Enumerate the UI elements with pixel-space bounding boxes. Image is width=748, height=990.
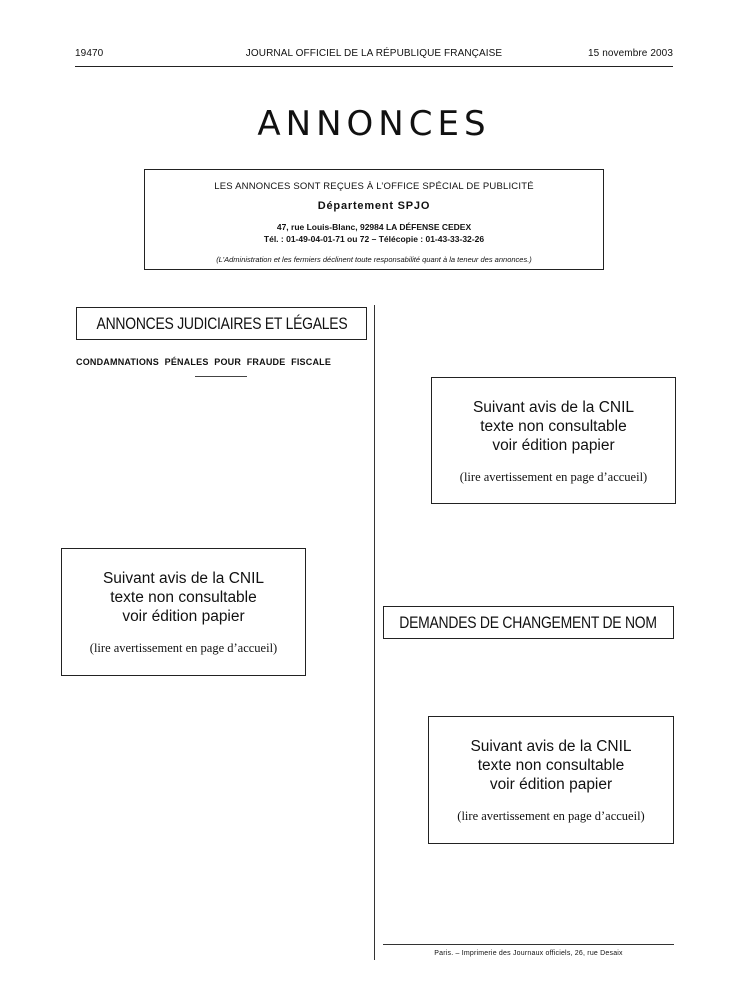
cnil-line-2: texte non consultable [477,757,625,774]
info-line-disclaimer: (L’Administration et les fermiers déclinent toute responsabilité quant à la teneur des annonces.) [216,255,532,264]
info-line-address: 47, rue Louis-Blanc, 92984 LA DÉFENSE CEDEX [276,222,472,232]
cnil-line-3: voir édition papier [489,776,613,793]
section-heading-changement-nom [383,606,674,639]
subheading-rule [195,376,247,377]
info-line-phone: Tél. : 01-49-04-01-71 ou 72 – Télécopie : 01-43-33-32-26 [263,234,485,244]
printer-imprint: Paris. – Imprimerie des Journaux officiels, 26, rue Desaix [434,950,623,957]
cnil-line-1: Suivant avis de la CNIL [102,570,265,587]
issue-date: 15 novembre 2003 [588,48,673,59]
cnil-line-2: texte non consultable [480,418,627,435]
header-rule [75,66,673,67]
cnil-line-1: Suivant avis de la CNIL [472,399,635,416]
cnil-line-4: (lire avertissement en page d’accueil) [457,809,645,823]
section-heading-judiciaires-label: ANNONCES JUDICIAIRES ET LÉGALES [96,313,347,333]
info-line-reception: LES ANNONCES SONT REÇUES À L’OFFICE SPÉCIAL DE PUBLICITÉ [214,181,534,192]
cnil-line-4: (lire avertissement en page d’accueil) [89,641,278,655]
section-heading-changement-nom-label: DEMANDES DE CHANGEMENT DE NOM [399,612,658,632]
journal-title: JOURNAL OFFICIEL DE LA RÉPUBLIQUE FRANÇAISE [245,48,503,59]
cnil-line-3: voir édition papier [122,608,245,625]
section-heading-judiciaires [76,307,367,340]
cnil-notice-box [61,548,306,676]
cnil-notice-box [428,716,674,844]
page-title: ANNONCES [257,104,491,144]
cnil-line-4: (lire avertissement en page d’accueil) [459,470,648,484]
page-number: 19470 [75,48,104,59]
subheading-fraude-fiscale: CONDAMNATIONS PÉNALES POUR FRAUDE FISCALE [76,357,332,367]
cnil-notice-box [431,377,676,504]
cnil-line-2: texte non consultable [110,589,257,606]
footer-rule [383,944,674,945]
column-divider [374,305,375,960]
publicity-info-box [144,169,604,270]
cnil-line-1: Suivant avis de la CNIL [470,738,632,755]
cnil-line-3: voir édition papier [492,437,615,454]
info-line-department: Département SPJO [317,200,431,212]
